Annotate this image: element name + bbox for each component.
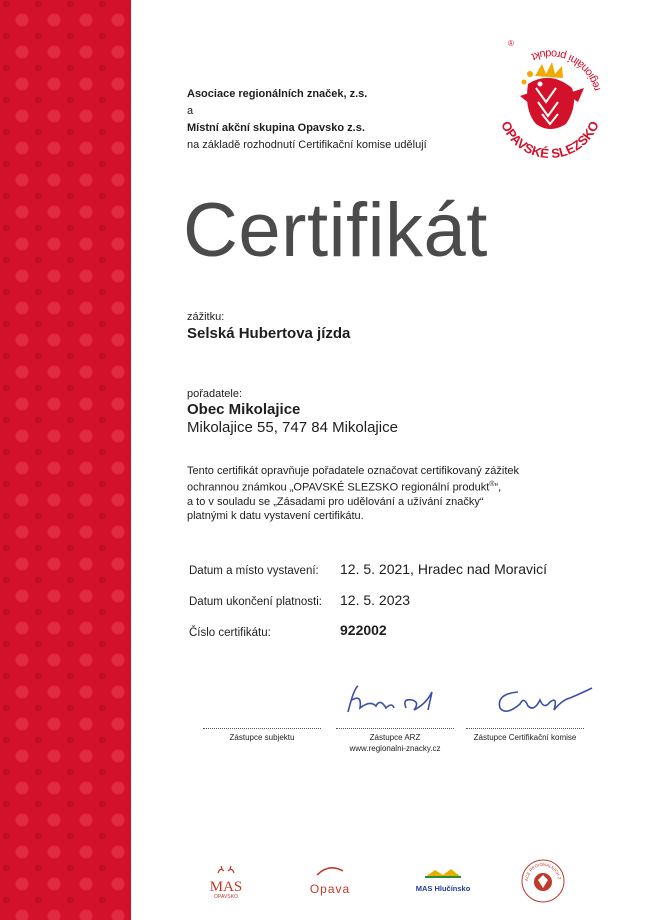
expiry-date-value: 12. 5. 2023 (340, 592, 411, 608)
rooster-logo-icon (480, 36, 620, 176)
arz-signature-line (336, 728, 454, 729)
issuer-block (187, 86, 427, 154)
swoosh-icon (315, 865, 345, 877)
landscape-icon (423, 867, 463, 879)
commission-signature (488, 682, 598, 722)
commission-signature-line (466, 728, 584, 729)
certificate-description (187, 464, 597, 523)
opava-logo: Opava (300, 864, 360, 898)
subject-signature-caption: Zástupce subjektu (229, 733, 295, 742)
issue-date-value: 12. 5. 2021, Hradec nad Moravicí (340, 561, 548, 577)
svg-text:ASOCIACE REGIONÁLNÍCH ZNAČEK: ACE REGIONÁLNÍCH Z (523, 861, 562, 882)
experience-name: Selská Hubertova jízda (187, 325, 351, 342)
stamp-icon (520, 858, 566, 904)
experience-label: zážitku: (187, 311, 225, 323)
logo-sub-text: regionální produkt (529, 47, 604, 93)
description-line-2: ochrannou známkou „OPAVSKÉ SLEZSKO regionální produkt®“, (187, 481, 502, 494)
arz-stamp-logo (520, 858, 566, 904)
certificate-number-label: Číslo certifikátu: (189, 627, 271, 639)
certificate-number-value: 922002 (340, 622, 387, 638)
arz-signature-caption: Zástupce ARZ www.regionalni-znacky.cz (349, 733, 441, 753)
opavske-slezsko-logo (480, 36, 620, 176)
logo-reg-mark: ® (508, 39, 514, 48)
expiry-date-label: Datum ukončení platnosti: (189, 596, 322, 608)
organizer-label: pořadatele: (187, 388, 243, 400)
organizer-name: Obec Mikolajice (187, 401, 301, 418)
mas-opavsko-logo: MAS OPAVSKO (196, 862, 256, 898)
organizer-address: Mikolajice 55, 747 84 Mikolajice (187, 419, 398, 436)
subject-signature-line (203, 728, 321, 729)
issuer-line-2: a (187, 105, 194, 117)
issuer-line-4: na základě rozhodnutí Certifikační komise udělují (187, 139, 427, 151)
description-line-3: a to v souladu se „Zásadami pro udělování a užívání značky“ (187, 495, 484, 508)
commission-signature-caption: Zástupce Certifikační komise (473, 733, 577, 742)
mas-hlucinsko-logo: MAS Hlučínsko (410, 866, 476, 896)
description-line-4: platnými k datu vystavení certifikátu. (187, 509, 364, 522)
antlers-icon (216, 865, 236, 875)
decorative-red-band (0, 0, 131, 920)
logo-brand-text: OPAVSKÉ SLEZSKO (498, 118, 602, 162)
certificate-title: Certifikát (183, 188, 488, 273)
arz-signature (340, 678, 460, 722)
issuer-line-1: Asociace regionálních značek, z.s. (187, 88, 368, 100)
issue-date-label: Datum a místo vystavení: (189, 565, 319, 577)
description-line-1: Tento certifikát opravňuje pořadatele označovat certifikovaný zážitek (187, 465, 520, 477)
issuer-line-3: Místní akční skupina Opavsko z.s. (187, 122, 365, 134)
